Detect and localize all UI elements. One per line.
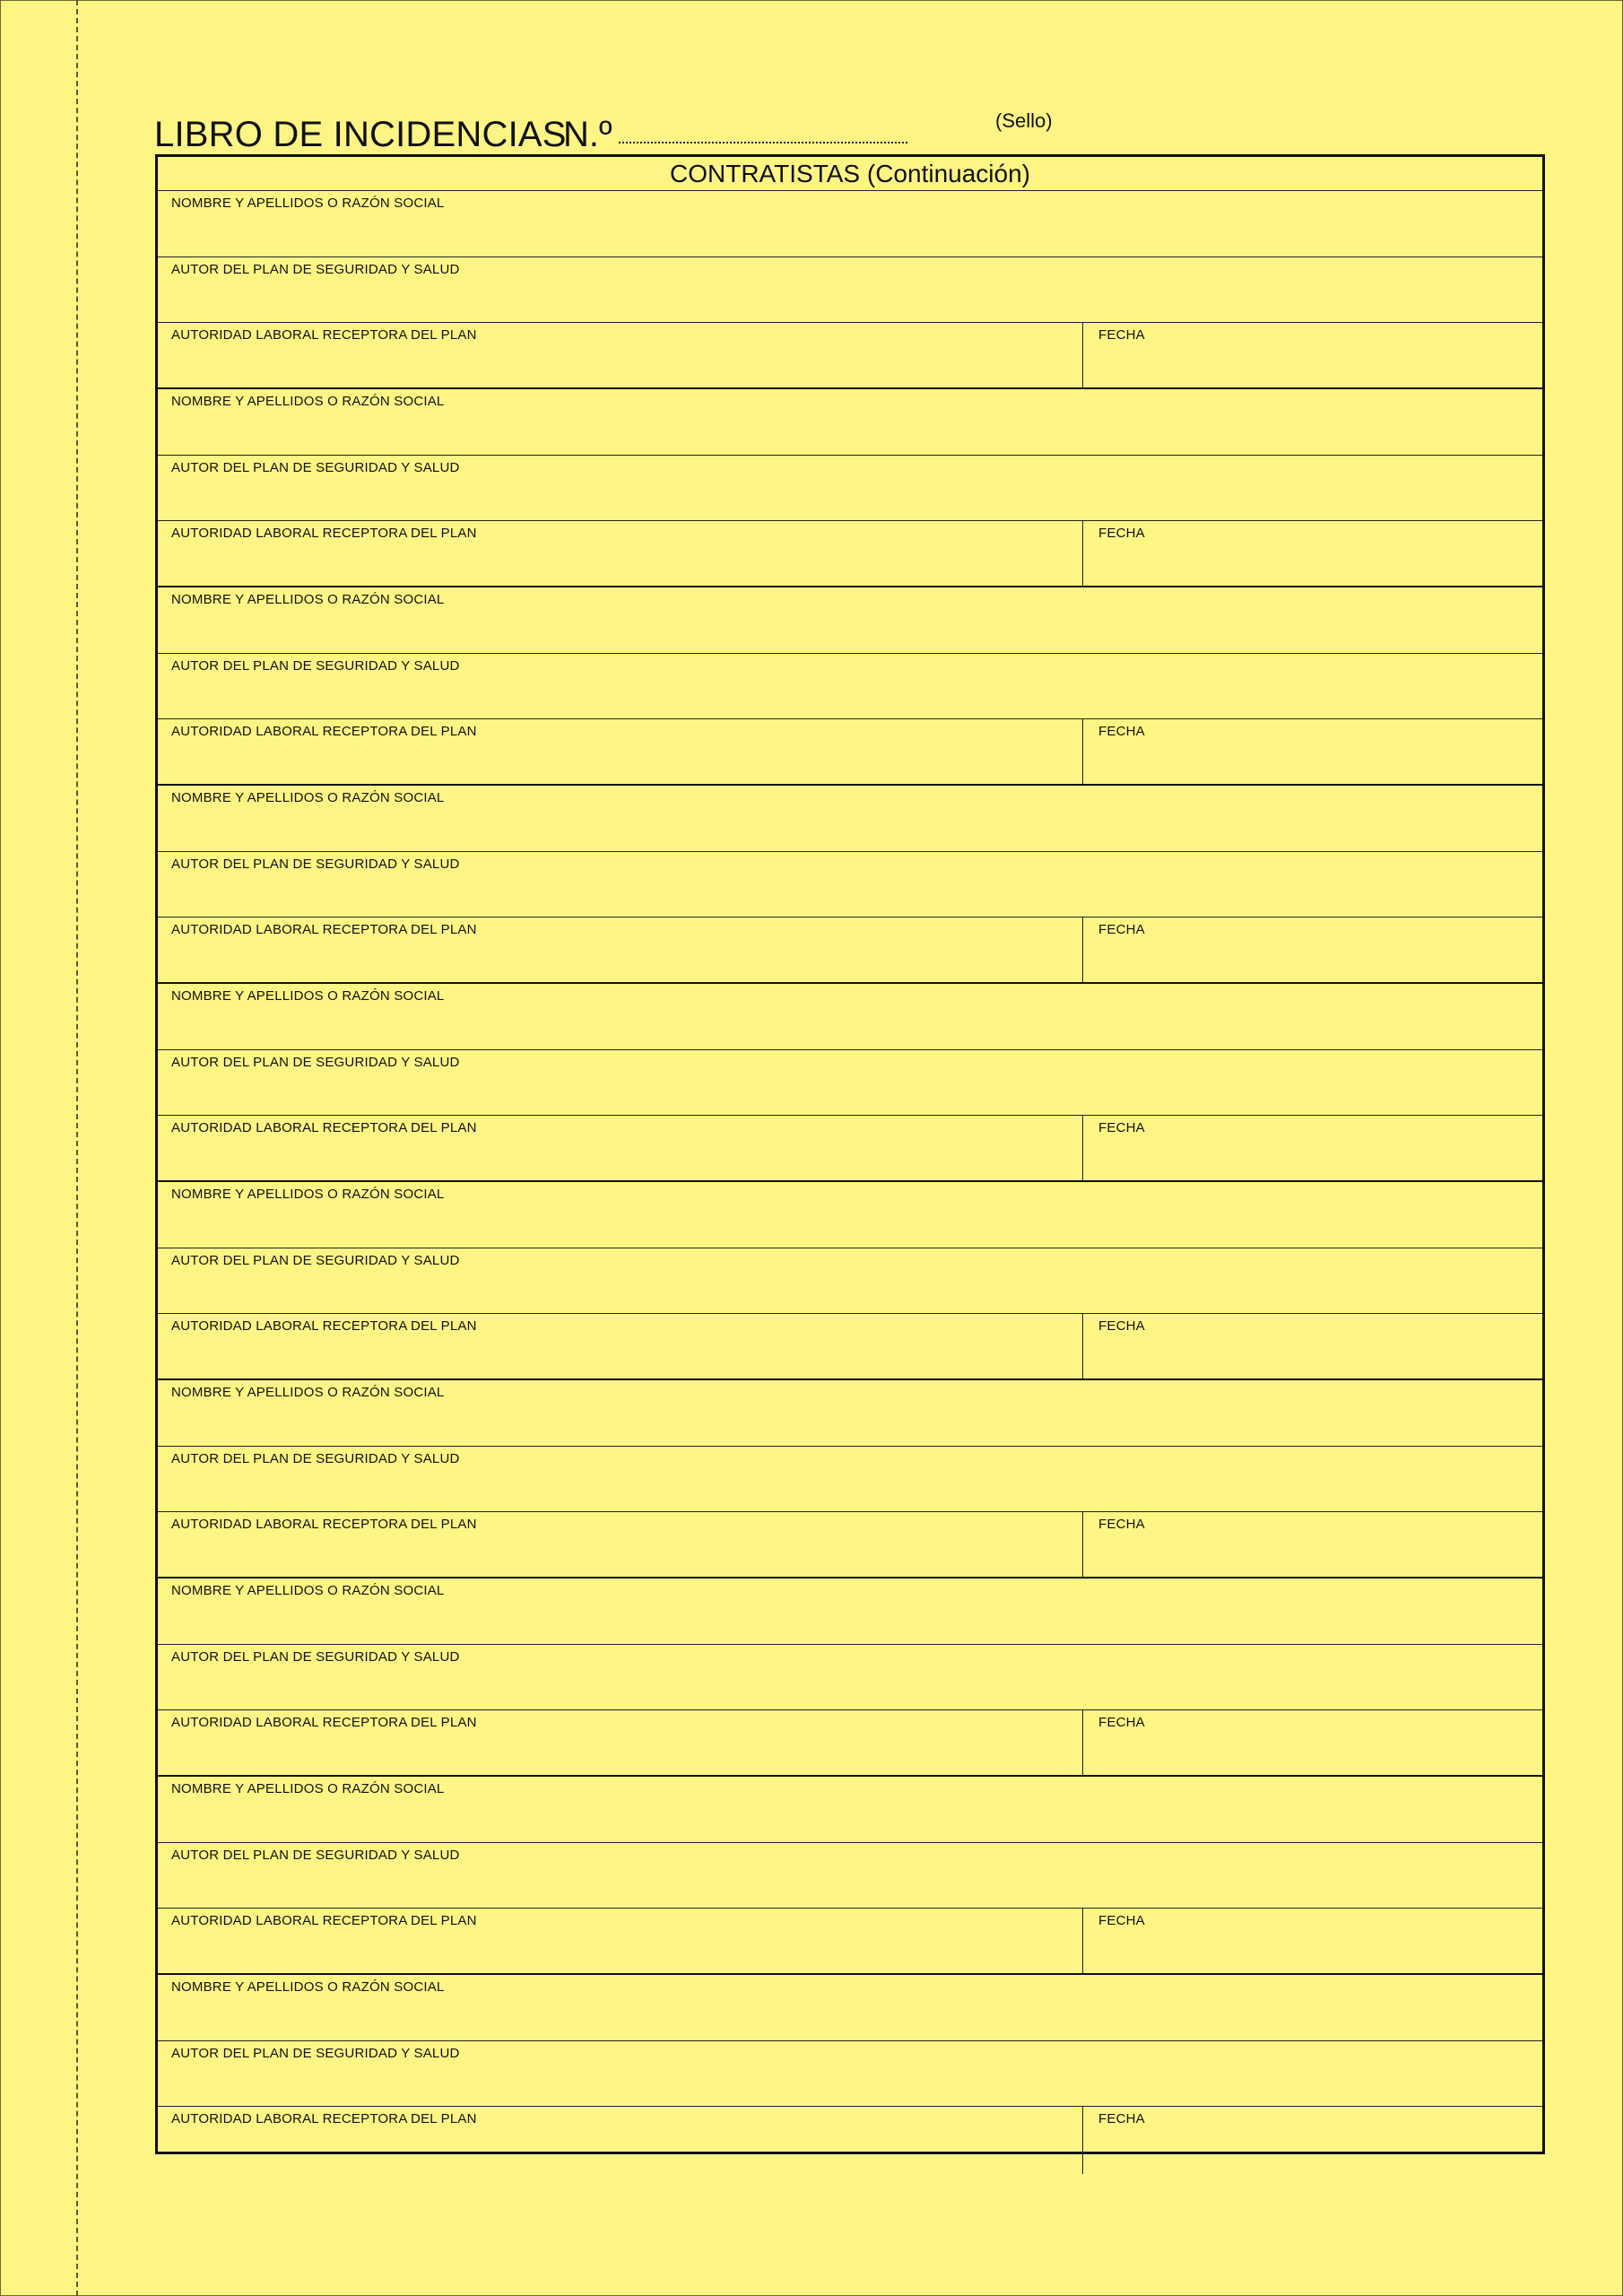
- labor-authority-field[interactable]: [158, 323, 1083, 387]
- plan-author-label: AUTOR DEL PLAN DE SEGURIDAD Y SALUD: [171, 1253, 460, 1268]
- date-label: FECHA: [1098, 1318, 1145, 1334]
- contractor-block: [158, 1973, 1542, 2174]
- name-field[interactable]: [158, 1182, 1542, 1248]
- name-label: NOMBRE Y APELLIDOS O RAZÓN SOCIAL: [171, 1979, 445, 1995]
- date-label: FECHA: [1098, 1517, 1145, 1532]
- labor-authority-label: AUTORIDAD LABORAL RECEPTORA DEL PLAN: [171, 526, 477, 541]
- contractor-block: [158, 1577, 1542, 1775]
- contractor-block: [158, 191, 1542, 387]
- contractor-block: [158, 1180, 1542, 1378]
- labor-authority-label: AUTORIDAD LABORAL RECEPTORA DEL PLAN: [171, 922, 477, 937]
- labor-authority-field[interactable]: [158, 1116, 1083, 1180]
- labor-authority-label: AUTORIDAD LABORAL RECEPTORA DEL PLAN: [171, 2111, 477, 2126]
- perforation-line: [76, 0, 78, 2296]
- date-field[interactable]: [1083, 521, 1542, 586]
- contractors-form: [155, 154, 1545, 2154]
- date-field[interactable]: [1083, 1710, 1542, 1775]
- name-field[interactable]: [158, 587, 1542, 653]
- contractor-block: [158, 586, 1542, 784]
- document-title: LIBRO DE INCIDENCIAS: [154, 115, 567, 154]
- date-field[interactable]: [1083, 1512, 1542, 1577]
- plan-author-field[interactable]: [158, 456, 1542, 520]
- authority-date-row: [158, 917, 1542, 982]
- plan-author-label: AUTOR DEL PLAN DE SEGURIDAD Y SALUD: [171, 658, 460, 674]
- date-field[interactable]: [1083, 1314, 1542, 1378]
- name-label: NOMBRE Y APELLIDOS O RAZÓN SOCIAL: [171, 394, 445, 409]
- name-label: NOMBRE Y APELLIDOS O RAZÓN SOCIAL: [171, 1583, 445, 1598]
- plan-author-label: AUTOR DEL PLAN DE SEGURIDAD Y SALUD: [171, 1451, 460, 1466]
- author-row: [158, 1248, 1542, 1313]
- name-field[interactable]: [158, 191, 1542, 257]
- author-row: [158, 2040, 1542, 2106]
- contractor-block: [158, 387, 1542, 586]
- name-label: NOMBRE Y APELLIDOS O RAZÓN SOCIAL: [171, 988, 445, 1004]
- contractor-blocks: [158, 191, 1542, 2174]
- authority-date-row: [158, 1511, 1542, 1577]
- plan-author-label: AUTOR DEL PLAN DE SEGURIDAD Y SALUD: [171, 1848, 460, 1863]
- author-row: [158, 1446, 1542, 1511]
- authority-date-row: [158, 1313, 1542, 1378]
- labor-authority-label: AUTORIDAD LABORAL RECEPTORA DEL PLAN: [171, 1715, 477, 1730]
- contractor-block: [158, 1775, 1542, 1973]
- authority-date-row: [158, 2106, 1542, 2174]
- book-number-field[interactable]: [619, 142, 907, 144]
- labor-authority-field[interactable]: [158, 2107, 1083, 2174]
- labor-authority-field[interactable]: [158, 1314, 1083, 1378]
- plan-author-label: AUTOR DEL PLAN DE SEGURIDAD Y SALUD: [171, 1649, 460, 1665]
- plan-author-label: AUTOR DEL PLAN DE SEGURIDAD Y SALUD: [171, 262, 460, 277]
- authority-date-row: [158, 1709, 1542, 1775]
- labor-authority-label: AUTORIDAD LABORAL RECEPTORA DEL PLAN: [171, 1913, 477, 1928]
- author-row: [158, 1842, 1542, 1908]
- plan-author-field[interactable]: [158, 654, 1542, 718]
- name-row: [158, 1975, 1542, 2040]
- author-row: [158, 1049, 1542, 1115]
- name-field[interactable]: [158, 1975, 1542, 2040]
- date-label: FECHA: [1098, 1120, 1145, 1135]
- name-row: [158, 786, 1542, 851]
- date-label: FECHA: [1098, 2111, 1145, 2126]
- authority-date-row: [158, 520, 1542, 586]
- author-row: [158, 653, 1542, 718]
- date-label: FECHA: [1098, 526, 1145, 541]
- date-label: FECHA: [1098, 724, 1145, 739]
- labor-authority-field[interactable]: [158, 1909, 1083, 1973]
- author-row: [158, 851, 1542, 917]
- name-label: NOMBRE Y APELLIDOS O RAZÓN SOCIAL: [171, 1187, 445, 1202]
- plan-author-label: AUTOR DEL PLAN DE SEGURIDAD Y SALUD: [171, 1055, 460, 1070]
- author-row: [158, 257, 1542, 322]
- contractor-block: [158, 1378, 1542, 1577]
- date-field[interactable]: [1083, 1909, 1542, 1973]
- book-number-label: N.º: [563, 115, 612, 154]
- author-row: [158, 455, 1542, 520]
- plan-author-field[interactable]: [158, 1447, 1542, 1511]
- page-header: [154, 106, 1051, 160]
- plan-author-field[interactable]: [158, 1843, 1542, 1908]
- name-row: [158, 1578, 1542, 1644]
- name-label: NOMBRE Y APELLIDOS O RAZÓN SOCIAL: [171, 1385, 445, 1400]
- date-field[interactable]: [1083, 918, 1542, 982]
- labor-authority-field[interactable]: [158, 1512, 1083, 1577]
- date-field[interactable]: [1083, 323, 1542, 387]
- plan-author-label: AUTOR DEL PLAN DE SEGURIDAD Y SALUD: [171, 2046, 460, 2061]
- labor-authority-label: AUTORIDAD LABORAL RECEPTORA DEL PLAN: [171, 1120, 477, 1135]
- name-label: NOMBRE Y APELLIDOS O RAZÓN SOCIAL: [171, 592, 445, 607]
- plan-author-field[interactable]: [158, 257, 1542, 322]
- date-field[interactable]: [1083, 719, 1542, 784]
- plan-author-field[interactable]: [158, 1050, 1542, 1115]
- name-row: [158, 1777, 1542, 1842]
- name-label: NOMBRE Y APELLIDOS O RAZÓN SOCIAL: [171, 790, 445, 805]
- date-field[interactable]: [1083, 2107, 1542, 2174]
- labor-authority-field[interactable]: [158, 719, 1083, 784]
- authority-date-row: [158, 1908, 1542, 1973]
- authority-date-row: [158, 1115, 1542, 1180]
- labor-authority-label: AUTORIDAD LABORAL RECEPTORA DEL PLAN: [171, 724, 477, 739]
- name-field[interactable]: [158, 786, 1542, 851]
- name-field[interactable]: [158, 984, 1542, 1049]
- labor-authority-label: AUTORIDAD LABORAL RECEPTORA DEL PLAN: [171, 1318, 477, 1334]
- name-row: [158, 984, 1542, 1049]
- name-row: [158, 587, 1542, 653]
- name-field[interactable]: [158, 1578, 1542, 1644]
- author-row: [158, 1644, 1542, 1709]
- name-row: [158, 1380, 1542, 1446]
- authority-date-row: [158, 322, 1542, 387]
- name-field[interactable]: [158, 1380, 1542, 1446]
- name-label: NOMBRE Y APELLIDOS O RAZÓN SOCIAL: [171, 196, 445, 211]
- date-label: FECHA: [1098, 327, 1145, 343]
- labor-authority-field[interactable]: [158, 521, 1083, 586]
- name-row: [158, 191, 1542, 257]
- date-label: FECHA: [1098, 922, 1145, 937]
- date-label: FECHA: [1098, 1913, 1145, 1928]
- labor-authority-label: AUTORIDAD LABORAL RECEPTORA DEL PLAN: [171, 327, 477, 343]
- authority-date-row: [158, 718, 1542, 784]
- date-field[interactable]: [1083, 1116, 1542, 1180]
- plan-author-field[interactable]: [158, 1248, 1542, 1313]
- plan-author-field[interactable]: [158, 2041, 1542, 2106]
- labor-authority-label: AUTORIDAD LABORAL RECEPTORA DEL PLAN: [171, 1517, 477, 1532]
- name-field[interactable]: [158, 389, 1542, 455]
- seal-label: (Sello): [995, 109, 1053, 132]
- plan-author-field[interactable]: [158, 852, 1542, 917]
- plan-author-field[interactable]: [158, 1645, 1542, 1709]
- name-label: NOMBRE Y APELLIDOS O RAZÓN SOCIAL: [171, 1781, 445, 1796]
- name-row: [158, 389, 1542, 455]
- labor-authority-field[interactable]: [158, 918, 1083, 982]
- name-row: [158, 1182, 1542, 1248]
- plan-author-label: AUTOR DEL PLAN DE SEGURIDAD Y SALUD: [171, 460, 460, 475]
- contractor-block: [158, 784, 1542, 982]
- section-title: CONTRATISTAS (Continuación): [158, 157, 1542, 191]
- date-label: FECHA: [1098, 1715, 1145, 1730]
- name-field[interactable]: [158, 1777, 1542, 1842]
- labor-authority-field[interactable]: [158, 1710, 1083, 1775]
- plan-author-label: AUTOR DEL PLAN DE SEGURIDAD Y SALUD: [171, 857, 460, 872]
- contractor-block: [158, 982, 1542, 1180]
